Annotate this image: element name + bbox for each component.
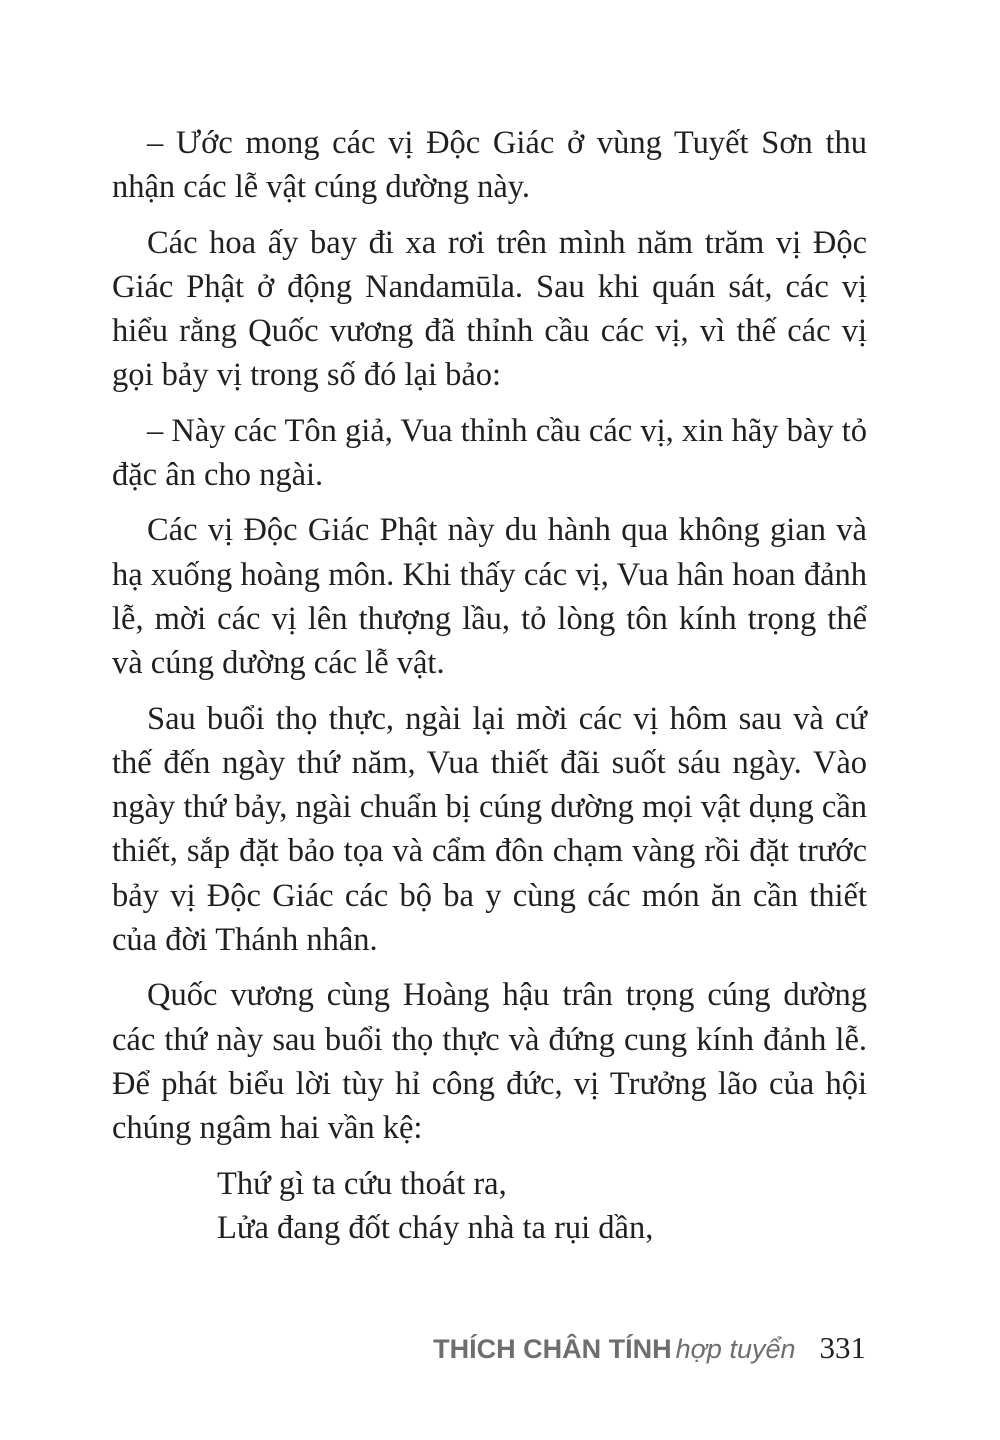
verse-line: Thứ gì ta cứu thoát ra, <box>217 1165 507 1202</box>
footer-author: THÍCH CHÂN TÍNH <box>433 1334 672 1364</box>
paragraph: Quốc vương cùng Hoàng hậu trân trọng cúng dường các thứ này sau buổi thọ thực và đứng cung kính đảnh lễ. Để phát biểu lời tùy hỉ công đức, vị Trưởng lão của hội chúng ngâm hai vần kệ: <box>112 977 867 1147</box>
page-footer <box>433 1326 866 1376</box>
paragraph: Các vị Độc Giác Phật này du hành qua không gian và hạ xuống hoàng môn. Khi thấy các vị, Vua hân hoan đảnh lễ, mời các vị lên thượng lầu, tỏ lòng tôn kính trọng thể và cúng dường các lễ vật. <box>112 512 867 682</box>
paragraph: – Ước mong các vị Độc Giác ở vùng Tuyết Sơn thu nhận các lễ vật cúng dường này. <box>112 125 867 206</box>
page-body <box>112 121 867 1250</box>
page-number: 331 <box>819 1330 866 1365</box>
paragraph: – Này các Tôn giả, Vua thỉnh cầu các vị, xin hãy bày tỏ đặc ân cho ngài. <box>112 412 867 494</box>
verse-line: Lửa đang đốt cháy nhà ta rụi dần, <box>217 1209 654 1246</box>
paragraph: Sau buổi thọ thực, ngài lại mời các vị hôm sau và cứ thế đến ngày thứ năm, Vua thiết đãi suốt sáu ngày. Vào ngày thứ bảy, ngài chuẩn bị cúng dường mọi vật dụng cần thiết, sắp đặt bảo tọa và cẩm đôn chạm vàng rồi đặt trước bảy vị Độc Giác các bộ ba y cùng các món ăn cần thiết của đời Thánh nhân. <box>112 700 867 959</box>
footer-subtitle: hợp tuyển <box>675 1334 796 1364</box>
paragraph: Các hoa ấy bay đi xa rơi trên mình năm trăm vị Độc Giác Phật ở động Nandamūla. Sau khi quán sát, các vị hiểu rằng Quốc vương đã thỉnh cầu các vị, vì thế các vị gọi bảy vị trong số đó lại bảo: <box>112 224 867 394</box>
verse-block <box>217 1162 867 1251</box>
